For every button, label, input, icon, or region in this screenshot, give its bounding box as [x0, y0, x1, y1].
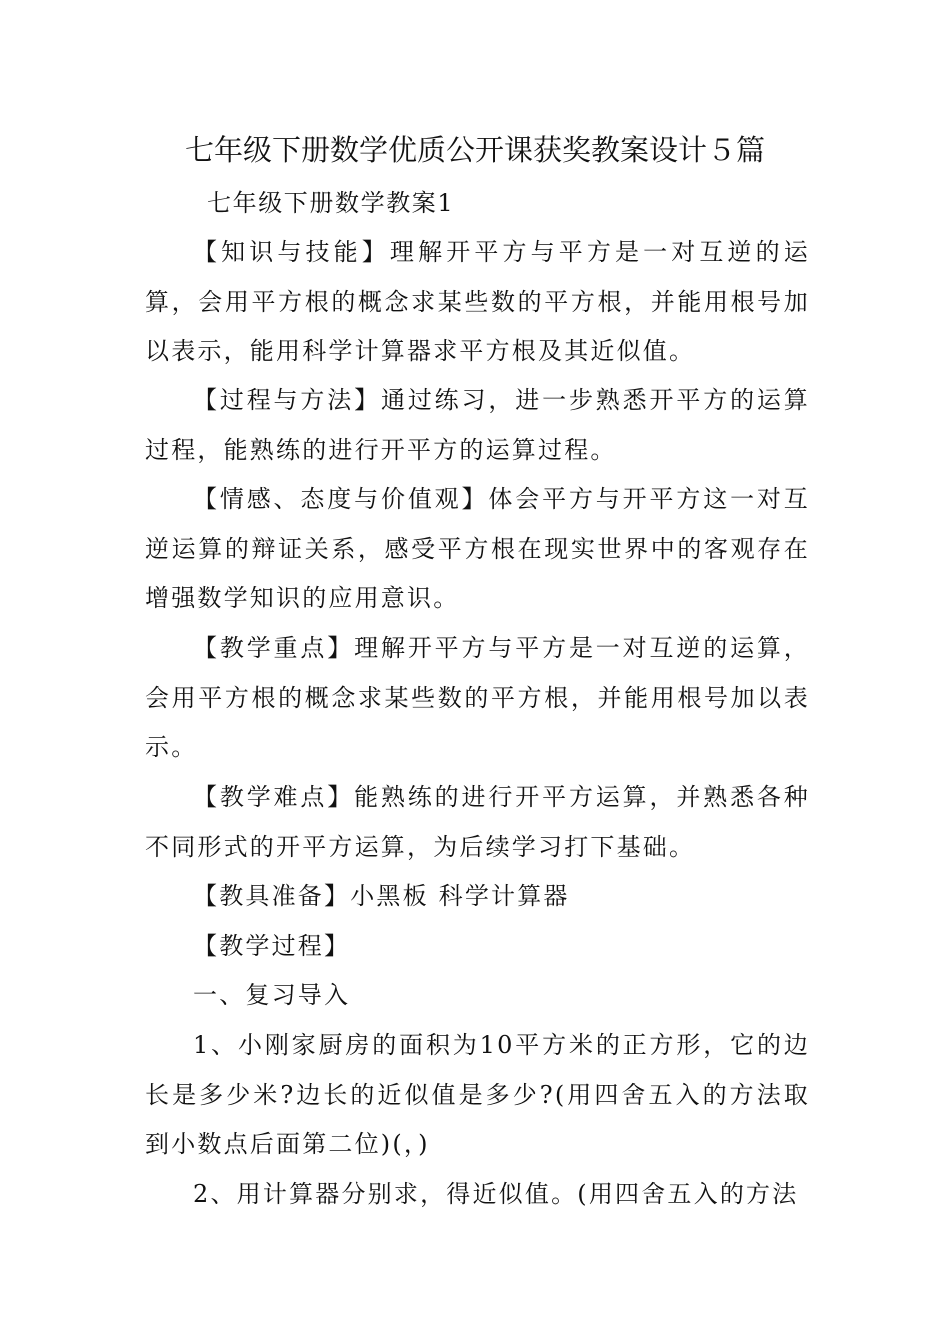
section-heading: 七年级下册数学教案1 [207, 189, 455, 217]
paragraph-teaching-difficulty: 【教学难点】能熟练的进行开平方运算，并熟悉各种不同形式的开平方运算，为后续学习打下基础。 [145, 783, 810, 861]
document-title: 七年级下册数学优质公开课获奖教案设计５篇 [184, 133, 765, 167]
paragraph-teaching-focus: 【教学重点】理解开平方与平方是一对互逆的运算，会用平方根的概念求某些数的平方根，并能用根号加以表示。 [145, 634, 810, 761]
paragraph-question-2: 2、用计算器分别求，得近似值。(用四舍五入的方法 [193, 1180, 799, 1208]
paragraph-question-1: 1、小刚家厨房的面积为10平方米的正方形，它的边长是多少米?边长的近似值是多少?(用四舍五入的方法取到小数点后面第二位)(，) [145, 1031, 810, 1158]
paragraph-emotion-attitude: 【情感、态度与价值观】体会平方与开平方这一对互逆运算的辩证关系，感受平方根在现实世界中的客观存在增强数学知识的应用意识。 [145, 485, 810, 612]
paragraph-review-intro: 一、复习导入 [193, 981, 351, 1009]
paragraph-knowledge-skills: 【知识与技能】理解开平方与平方是一对互逆的运算，会用平方根的概念求某些数的平方根，并能用根号加以表示，能用科学计算器求平方根及其近似值。 [145, 238, 810, 365]
paragraph-teaching-process: 【教学过程】 [193, 932, 351, 960]
paragraph-process-methods: 【过程与方法】通过练习，进一步熟悉开平方的运算过程，能熟练的进行开平方的运算过程。 [145, 386, 810, 464]
paragraph-teaching-aids: 【教具准备】小黑板 科学计算器 [193, 882, 570, 910]
